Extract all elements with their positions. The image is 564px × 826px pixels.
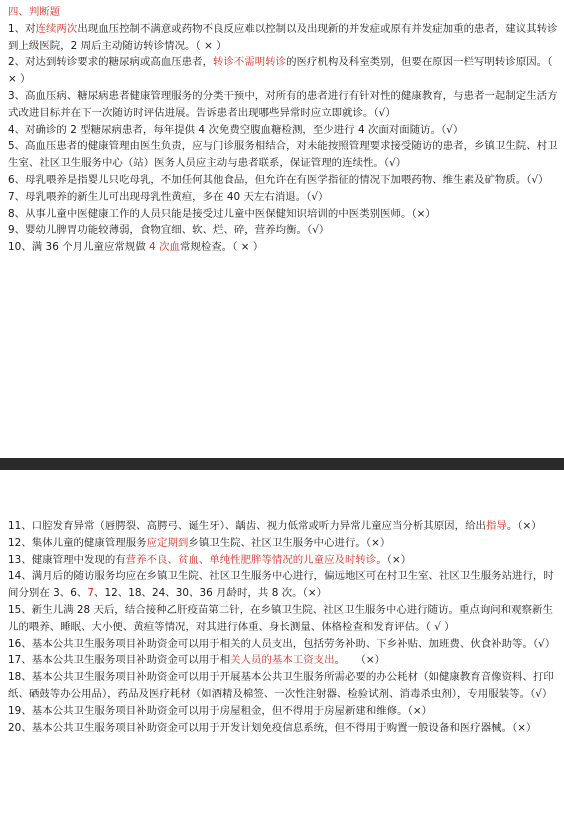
highlighted-text: 4 次血 (149, 241, 181, 254)
question-text: 6、母乳喂养是指婴儿只吃母乳，不加任何其他食品，但允许在有医学指征的情况下加喂药物、维生素及矿物质。（√） (8, 173, 549, 186)
question-text: 14、满月后的随访服务均应在乡镇卫生院、社区卫生服务中心进行，偏远地区可在村卫生室、社区卫生服务站进行，时间分别在 3、6、 (8, 570, 554, 600)
highlighted-text: 转诊不需明转诊 (213, 56, 287, 69)
question-text: 1、对 (8, 22, 36, 35)
question-text: 15、新生儿满 28 天后，结合接种乙肝疫苗第二针，在乡镇卫生院、社区卫生服务中心进行随访。重点询问和观察新生儿的喂养、睡眠、大小便、黄疸等情况，对其进行体重、身长测量、体格检查和发育评估。（ √ ） (8, 603, 553, 633)
question-text: 11、口腔发育异常（唇腭裂、高腭弓、诞生牙）、龋齿、视力低常或听力异常儿童应当分析其原因，给出 (8, 520, 486, 532)
question-item (8, 222, 558, 239)
question-text: 乡镇卫生院、社区卫生服务中心进行。（×） (188, 536, 391, 549)
question-text: 、12、18、24、30、36 月龄时，共 8 次。（×） (94, 587, 328, 600)
question-text: 9、婴幼儿脾胃功能较薄弱，食物宜细、软、烂、碎，营养均衡。（√） (8, 224, 330, 237)
question-item (8, 21, 558, 55)
question-item (8, 138, 558, 172)
question-text: 。（×） (506, 520, 542, 532)
question-item (8, 239, 558, 256)
highlighted-text: 7 (87, 587, 94, 600)
question-item (8, 88, 558, 122)
question-item (8, 518, 558, 535)
page-divider (0, 458, 564, 470)
question-text: 5、高血压患者的健康管理由医生负责，应与门诊服务相结合，对未能按照管理要求接受随访的患者，乡镇卫生院、村卫生室、社区卫生服务中心（站）医务人员应主动与患者联系，保证管理的连续性。（√） (8, 140, 558, 170)
question-text: 4、对确诊的 2 型糖尿病患者，每年提供 4 次免费空腹血糖检测，至少进行 4 次面对面随访。（√） (8, 123, 464, 136)
question-item (8, 568, 558, 602)
question-text: 。（×） (376, 553, 412, 566)
question-list-2 (8, 518, 558, 736)
question-text: 8、从事儿童中医健康工作的人员只能是接受过儿童中医保健知识培训的中医类别医师。（×） (8, 207, 436, 220)
question-text: 常规检查。（ × ） (180, 241, 264, 254)
question-item (8, 602, 558, 636)
highlighted-text: 关人员的基本工资支出 (230, 654, 335, 667)
highlighted-text: 应定期到 (146, 536, 189, 549)
document-page-2 (0, 470, 564, 826)
question-text: 19、基本公共卫生服务项目补助资金可以用于房屋租金，但不得用于房屋新建和维修。（×） (8, 704, 433, 717)
question-text: 20、基本公共卫生服务项目补助资金可以用于开发计划免疫信息系统，但不得用于购置一般设备和医疗器械。（×） (8, 721, 537, 734)
page1-content (8, 4, 558, 256)
question-item (8, 652, 558, 669)
highlighted-text: 营养不良、贫血、单纯性肥胖等情况的儿童应及时转诊 (125, 553, 377, 566)
question-text: 3、高血压病、糖尿病患者健康管理服务的分类干预中，对所有的患者进行有针对性的健康教育，与患者一起制定生活方式改进目标并在下一次随访时评估进展。告诉患者出现哪些异常时应立即就诊。（√） (8, 89, 558, 119)
question-item (8, 552, 558, 569)
question-item (8, 720, 558, 737)
question-text: 18、基本公共卫生服务项目补助资金可以用于开展基本公共卫生服务所需必要的办公耗材（如健康教育音像资料、打印纸、硒鼓等办公用品），药品及医疗耗材（如酒精及棉签、一次性注射器、检验试剂、消毒杀虫剂），专用服装等。（√） (8, 671, 554, 700)
question-item (8, 636, 558, 653)
question-list-1 (8, 21, 558, 256)
page2-content (8, 518, 558, 736)
question-text: 。 （×） (334, 654, 386, 667)
question-text: 17、基本公共卫生服务项目补助资金可以用于相 (8, 654, 231, 667)
question-item (8, 535, 558, 552)
question-text: 16、基本公共卫生服务项目补助资金可以用于相关的人员支出，包括劳务补助、下乡补贴、加班费、伙食补助等。（√） (8, 637, 556, 650)
question-item (8, 669, 558, 703)
question-text: 出现血压控制不满意或药物不良反应难以控制以及出现新的并发症或原有并发症加重的患者，建议其转诊到上级医院，2 周后主动随访转诊情况。（ × ） (8, 22, 558, 52)
section-title: 四、判断题 (8, 6, 61, 18)
question-text: 12、集体儿童的健康管理服务 (8, 536, 147, 549)
question-item (8, 122, 558, 139)
question-item (8, 172, 558, 189)
question-text: 13、健康管理中发现的有 (8, 553, 126, 566)
question-text: 2、对达到转诊要求的糖尿病或高血压患者， (8, 56, 214, 69)
question-text: 10、满 36 个月儿童应常规做 (8, 241, 150, 254)
question-text: 的医疗机构及科室类别，但要在原因一栏写明转诊原因。（ × ） (8, 56, 553, 86)
question-item (8, 206, 558, 223)
question-item (8, 54, 558, 88)
question-item (8, 189, 558, 206)
highlighted-text: 指导 (485, 520, 507, 532)
question-text: 7、母乳喂养的新生儿可出现母乳性黄疸，多在 40 天左右消退。（√） (8, 190, 329, 203)
highlighted-text: 连续两次 (35, 22, 78, 35)
question-item (8, 703, 558, 720)
